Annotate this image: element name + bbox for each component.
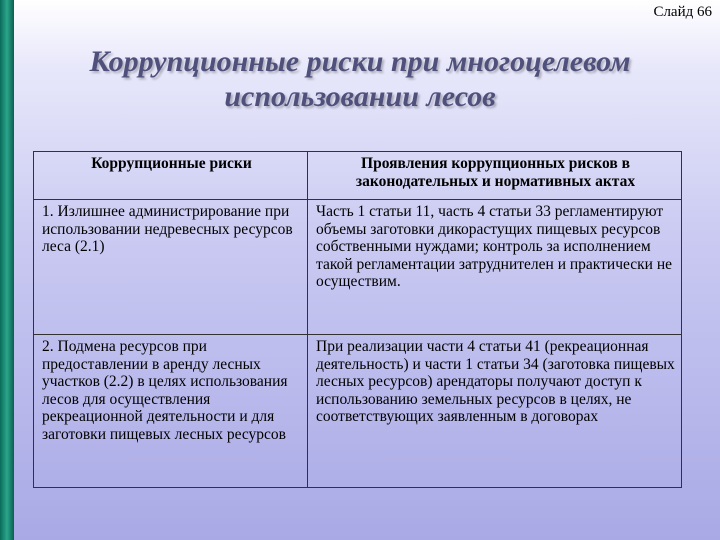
decorative-side-bar: [0, 0, 14, 540]
table-header-row: [34, 152, 682, 200]
slide-title-line-2: использовании лесов: [224, 80, 496, 113]
slide-title-line-1: Коррупционные риски при многоцелевом: [89, 45, 631, 78]
table-cell-risk: 2. Подмена ресурсов при предоставлении в аренду лесных участков (2.2) в целях использования лесов для осуществления рекреационной деятельности и для заготовки пищевых лесных ресурсов: [34, 335, 308, 488]
table-row: [34, 335, 682, 488]
table-row: [34, 200, 682, 335]
slide-title: [20, 44, 700, 114]
table-cell-manifestation: Часть 1 статьи 11, часть 4 статьи 33 регламентируют объемы заготовки дикорастущих пищевых ресурсов собственными нуждами; контроль за исполнением такой регламентации затруднителен и практически не осуществим.: [308, 200, 682, 335]
table-header-manifestations: Проявления коррупционных рисков в законодательных и нормативных актах: [308, 152, 682, 200]
table-cell-risk: 1. Излишнее администрирование при использовании недревесных ресурсов леса (2.1): [34, 200, 308, 335]
risks-table: [33, 151, 682, 488]
table-cell-manifestation: При реализации части 4 статьи 41 (рекреационная деятельность) и части 1 статьи 34 (заготовка пищевых лесных ресурсов) арендаторы получают доступ к использованию земельных ресурсов в целях, не соответствующих заявленным в договорах: [308, 335, 682, 488]
slide-number: Слайд 66: [653, 4, 712, 20]
table-header-risks: Коррупционные риски: [34, 152, 308, 200]
